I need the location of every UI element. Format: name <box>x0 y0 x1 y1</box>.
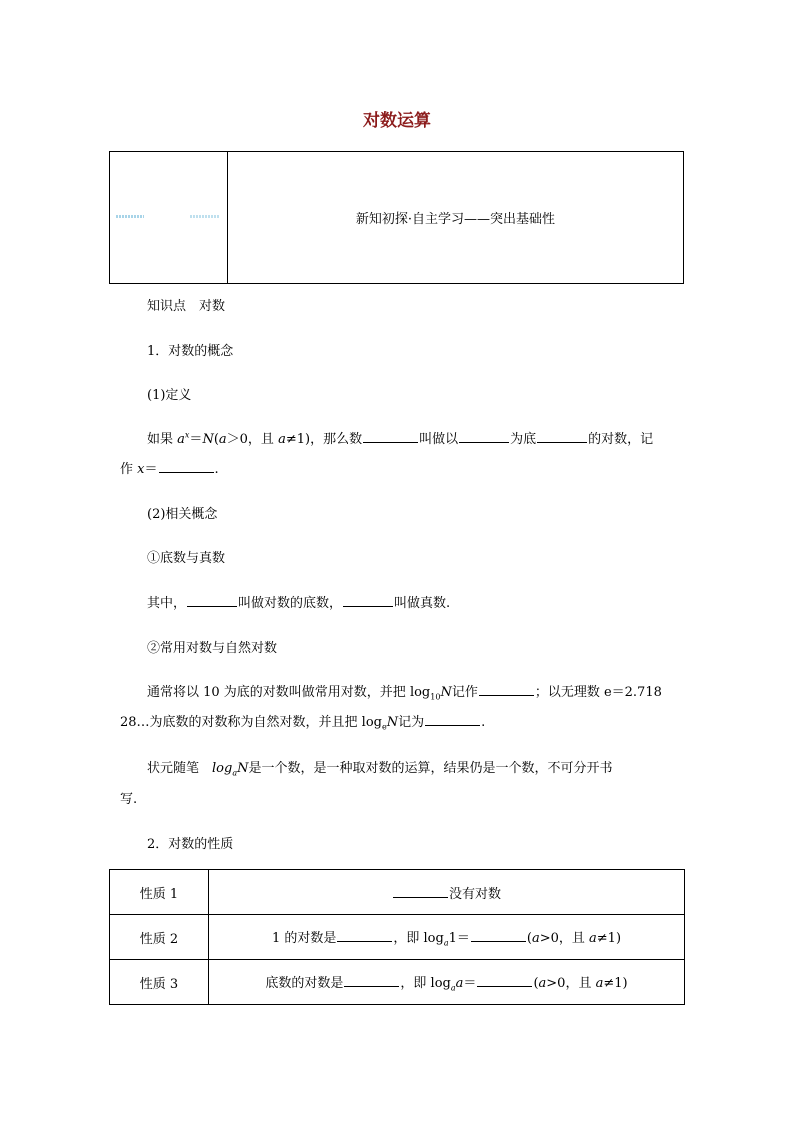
fill-blank[interactable] <box>337 931 392 942</box>
text-segment: ≠1) <box>603 975 628 991</box>
fill-blank[interactable] <box>537 432 587 443</box>
decoration-stripe-left <box>116 215 144 218</box>
table-row <box>110 870 685 915</box>
property-content <box>209 960 685 1005</box>
text-segment: >0，且 <box>539 930 590 946</box>
text-segment: 没有对数 <box>448 886 501 902</box>
section-2-heading: 2．对数的性质 <box>147 837 234 852</box>
math-var: x <box>137 462 145 477</box>
base-argument-line <box>147 592 450 611</box>
page-title: 对数运算 <box>363 111 431 131</box>
properties-table <box>109 869 685 1005</box>
concept-base-and-argument: ①底数与真数 <box>147 551 226 566</box>
text-segment: 其中， <box>147 596 187 611</box>
math-log: log <box>212 761 233 776</box>
text-segment: 通常将以 10 为底的对数叫做常用对数，并把 log <box>147 685 431 700</box>
math-var: N <box>440 685 452 700</box>
text-segment: 为底 <box>510 432 537 447</box>
definition-line-1 <box>147 428 653 447</box>
fill-blank[interactable] <box>159 462 214 473</box>
fill-blank[interactable] <box>477 976 532 987</box>
text-segment: 叫做对数的底数， <box>238 596 343 611</box>
text-segment: 1＝ <box>448 930 470 946</box>
knowledge-point-label: 知识点 对数 <box>147 299 226 314</box>
log-base: a <box>450 983 456 993</box>
banner-decoration-cell <box>110 152 228 283</box>
text-segment: ≠1)，那么数 <box>285 432 363 447</box>
text-segment: 叫做真数. <box>394 596 451 611</box>
fill-blank[interactable] <box>344 976 399 987</box>
decoration-stripe-right <box>190 215 220 218</box>
text-segment: ＝ <box>144 462 158 477</box>
log-base: a <box>232 768 238 778</box>
math-var: a <box>595 975 604 991</box>
text-segment: ( <box>526 930 532 946</box>
text-segment: 28…为底数的对数称为自然对数，并且把 log <box>120 715 382 730</box>
log-base: e <box>381 722 387 732</box>
text-segment: 作 <box>120 462 138 477</box>
study-note-line-2: 写. <box>120 792 138 807</box>
fill-blank[interactable] <box>393 887 448 898</box>
text-segment: >0，且 <box>546 975 596 991</box>
property-name: 性质 2 <box>110 915 209 960</box>
concept-common-natural-log: ②常用对数与自然对数 <box>147 641 278 656</box>
text-segment: ；以无理数 e＝2.718 <box>534 685 662 700</box>
log-base: 10 <box>430 692 441 702</box>
math-var: a <box>278 432 286 447</box>
math-var: a <box>538 975 547 991</box>
property-name: 性质 1 <box>110 870 209 915</box>
math-var: a <box>455 975 464 991</box>
fill-blank[interactable] <box>425 715 480 726</box>
text-segment: ，即 log <box>400 975 451 991</box>
fill-blank[interactable] <box>363 432 418 443</box>
math-exponent: x <box>184 430 190 440</box>
banner-text-cell <box>228 152 683 283</box>
text-segment: 的对数，记 <box>588 432 654 447</box>
log-base: a <box>443 938 449 948</box>
text-segment: 记为 <box>398 715 425 730</box>
text-segment: 状元随笔 <box>147 761 213 776</box>
section-1-heading: 1．对数的概念 <box>147 344 234 359</box>
text-segment: . <box>214 462 219 477</box>
fill-blank[interactable] <box>459 432 509 443</box>
text-segment: 底数的对数是 <box>265 975 344 991</box>
subsection-definition: (1)定义 <box>147 388 192 403</box>
math-var: N <box>237 761 249 776</box>
text-segment: 如果 <box>147 432 178 447</box>
text-segment: ( <box>213 432 219 447</box>
math-var: N <box>202 432 214 447</box>
text-segment: ( <box>533 975 539 991</box>
banner-title: 新知初探·自主学习——突出基础性 <box>355 212 556 227</box>
text-segment: 记作 <box>451 685 478 700</box>
text-segment: ≠1) <box>596 930 622 946</box>
math-var: a <box>531 930 540 946</box>
table-row <box>110 915 685 960</box>
table-row <box>110 960 685 1005</box>
math-var: a <box>177 432 185 447</box>
common-log-line-1 <box>147 681 662 702</box>
fill-blank[interactable] <box>479 685 534 696</box>
fill-blank[interactable] <box>187 596 237 607</box>
common-log-line-2 <box>120 711 485 732</box>
subsection-related-concepts: (2)相关概念 <box>147 507 218 522</box>
text-segment: 1 的对数是 <box>271 930 337 946</box>
text-segment: 是一个数，是一种取对数的运算，结果仍是一个数，不可分开书 <box>248 761 613 776</box>
text-segment: . <box>481 715 486 730</box>
study-note-line-1 <box>147 757 613 778</box>
text-segment: 叫做以 <box>419 432 459 447</box>
text-segment: ＞0，且 <box>226 432 279 447</box>
fill-blank[interactable] <box>471 931 526 942</box>
definition-line-2 <box>120 458 219 477</box>
property-content <box>209 915 685 960</box>
property-name: 性质 3 <box>110 960 209 1005</box>
text-segment: ，即 log <box>393 930 444 946</box>
math-var: a <box>218 432 227 447</box>
section-banner <box>109 151 684 284</box>
property-content <box>209 870 685 915</box>
math-var: a <box>589 930 597 946</box>
text-segment: ＝ <box>189 432 203 447</box>
text-segment: ＝ <box>463 975 477 991</box>
math-var: N <box>386 715 399 730</box>
fill-blank[interactable] <box>343 596 393 607</box>
